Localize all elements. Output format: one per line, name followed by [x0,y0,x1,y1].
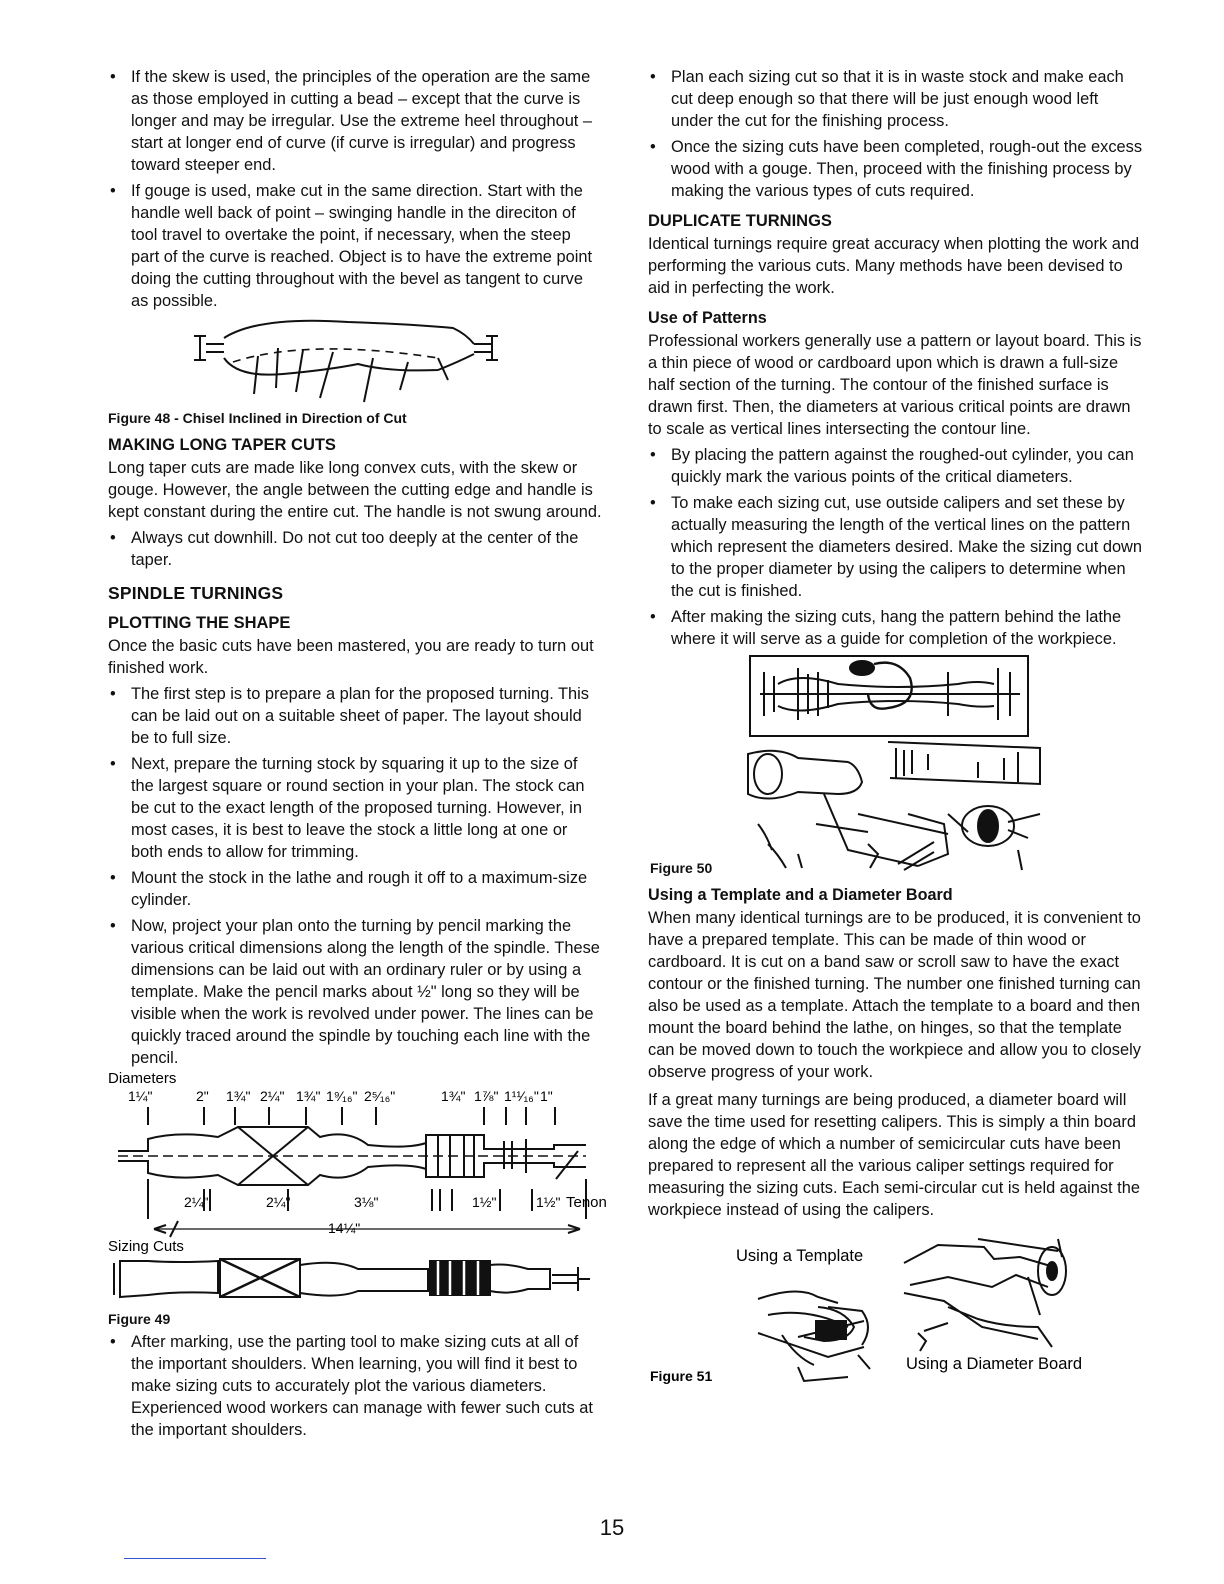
chisel-inclined-illustration [108,318,603,410]
list-item: • Mount the stock in the lathe and rough it off to a maximum-size cylinder. [108,867,603,911]
pattern-behind-lathe-illustration [648,654,1144,882]
patterns-text: Professional workers generally use a pattern or layout board. This is a thin piece of wood or cardboard upon which is drawn a full-size half section of the turning. The contour of the finished surface is drawn first. Then, the diameters at various critical points are drawn to scale as vertical lines intersecting the contour line. [648,332,1142,438]
left-column [108,66,607,1445]
dim-bottom: 1½" [472,1194,497,1210]
dim-top: 2¼" [260,1088,285,1104]
sizing-cuts-label: Sizing Cuts [108,1238,184,1255]
list-item: • The first step is to prepare a plan for the proposed turning. This can be laid out on a suitable sheet of paper. The layout should be to full size. [108,683,603,749]
duplicate-text: Identical turnings require great accuracy when plotting the work and performing the various cuts. Many methods have been devised to aid in perfecting the work. [648,235,1140,297]
list-item: • To make each sizing cut, use outside calipers and set these by actually measuring the length of the vertical lines on the pattern which represent the diameters desired. Make the sizing cut down to the proper diameter by using the calipers to determine when the cut is finished. [648,492,1144,602]
taper-text: Long taper cuts are made like long convex cuts, with the skew or gouge. However, the angle between the cutting edge and handle is kept constant during the entire cut. The handle is not swung around. [108,459,602,521]
patterns-bullets [648,444,1144,650]
tenon-label: Tenon [566,1194,607,1211]
sizing-cut-bullets [648,66,1144,202]
list-item: • Now, project your plan onto the turning by pencil marking the various critical dimensions along the length of the spindle. These dimensions can be laid out with an ordinary ruler or by using a template. Make the pencil marks about ½" long so they will be visible when the work is revolved under power. The lines can be quickly traced around the spindle by touching each line with the pencil. [108,915,603,1069]
dim-top: 1" [540,1088,553,1104]
spindle-heading: SPINDLE TURNINGS [108,583,284,603]
plotting-heading: PLOTTING THE SHAPE [108,614,291,632]
list-item: • Next, prepare the turning stock by squaring it up to the size of the largest square or round section in your plan. The stock can be cut to the exact length of the proposed turning. However, in most cases, it is best to leave the stock a little long at one or both ends to allow for trimming. [108,753,603,863]
list-item: • Once the sizing cuts have been completed, rough-out the excess wood with a gouge. Then, proceed with the finishing process by making the various types of cuts required. [648,136,1144,202]
dim-top: 2" [196,1088,209,1104]
figure-49 [108,1069,607,1299]
taper-heading: MAKING LONG TAPER CUTS [108,436,336,454]
dim-bottom: 3⅛" [354,1194,379,1210]
right-column [648,66,1144,1387]
list-item: • After making the sizing cuts, hang the pattern behind the lathe where it will serve as a guide for completion of the workpiece. [648,606,1144,650]
dim-top: 1¹¹⁄₁₆" [504,1088,539,1104]
dim-top: 1¾" [226,1088,251,1104]
list-item: • After marking, use the parting tool to make sizing cuts at all of the important shoulders. When learning, you will find it best to make sizing cuts to accurately plot the various diameters. Experienced wood workers can manage with fewer such cuts at the important shoulders. [108,1331,603,1441]
dim-top: 1¼" [128,1088,153,1104]
figure-50-caption: Figure 50 [650,860,713,876]
plotting-bullets [108,683,603,1069]
figure-51-caption: Figure 51 [650,1368,713,1384]
figure-49-caption: Figure 49 [108,1311,171,1327]
final-bullets [108,1331,603,1441]
template-and-diameter-board-illustration [648,1237,1144,1387]
list-item: • Always cut downhill. Do not cut too deeply at the center of the taper. [108,527,603,571]
using-diameter-board-label: Using a Diameter Board [906,1355,1083,1373]
figure-50 [648,654,1144,882]
dim-top: 1⅞" [474,1088,499,1104]
dim-top: 1¾" [296,1088,321,1104]
using-template-label: Using a Template [736,1247,864,1265]
dim-bottom: 1½" [536,1194,561,1210]
diameters-label: Diameters [108,1070,177,1087]
figure-48-caption: Figure 48 - Chisel Inclined in Direction of Cut [108,410,407,426]
list-item: • Plan each sizing cut so that it is in waste stock and make each cut deep enough so that there will be just enough wood left under the cut for the finishing process. [648,66,1144,132]
duplicate-heading: DUPLICATE TURNINGS [648,212,832,230]
dim-bottom: 2¼" [266,1194,291,1210]
template-heading: Using a Template and a Diameter Board [648,886,953,904]
list-item: • If gouge is used, make cut in the same direction. Start with the handle well back of point – swinging handle in the direciton of tool travel to overtake the point, if necessary, when the steep part of the curve is reached. Object is to have the extreme point doing the cutting throughout with the bevel as tangent to curve as possible. [108,180,603,312]
skew-gouge-bullets [108,66,603,312]
figure-51 [648,1237,1144,1387]
dim-top: 1¾" [441,1088,466,1104]
dim-top: 1⁹⁄₁₆" [326,1088,358,1104]
list-item: • By placing the pattern against the roughed-out cylinder, you can quickly mark the various points of the critical diameters. [648,444,1144,488]
footer-rule [124,1558,266,1559]
figure-48 [108,318,603,410]
plotting-text: Once the basic cuts have been mastered, you are ready to turn out finished work. [108,637,594,677]
taper-bullets [108,527,603,571]
list-item: • If the skew is used, the principles of the operation are the same as those employed in cutting a bead – except that the curve is longer and may be irregular. Use the extreme heel throughout – start at longer end of curve (if curve is irregular) and progress toward steeper end. [108,66,603,176]
spindle-plan-diagram [108,1069,613,1299]
dim-top: 2⁵⁄₁₆" [364,1088,396,1104]
patterns-heading: Use of Patterns [648,309,767,327]
dim-bottom: 2¼" [184,1194,209,1210]
template-text-1: When many identical turnings are to be produced, it is convenient to have a prepared template. This can be made of thin wood or cardboard. It is cut on a band saw or scroll saw to have the exact contour or the finished turning. The number one finished turning can also be used as a template. Attach the template to a board and then mount the board behind the lathe, on hinges, so that the template can be moved down to touch the workpiece and allow you to closely observe progress of your work. [648,909,1141,1081]
page-number: 15 [599,1515,625,1540]
template-text-2: If a great many turnings are being produced, a diameter board will save the time used for resetting calipers. This is simply a thin board along the edge of which a number of semicircular cuts have been prepared to represent all the various caliper settings required for measuring the sizing cuts. Each semi-circular cut is held against the workpiece instead of using the calipers. [648,1091,1140,1219]
length-label: 14¼" [328,1220,361,1236]
